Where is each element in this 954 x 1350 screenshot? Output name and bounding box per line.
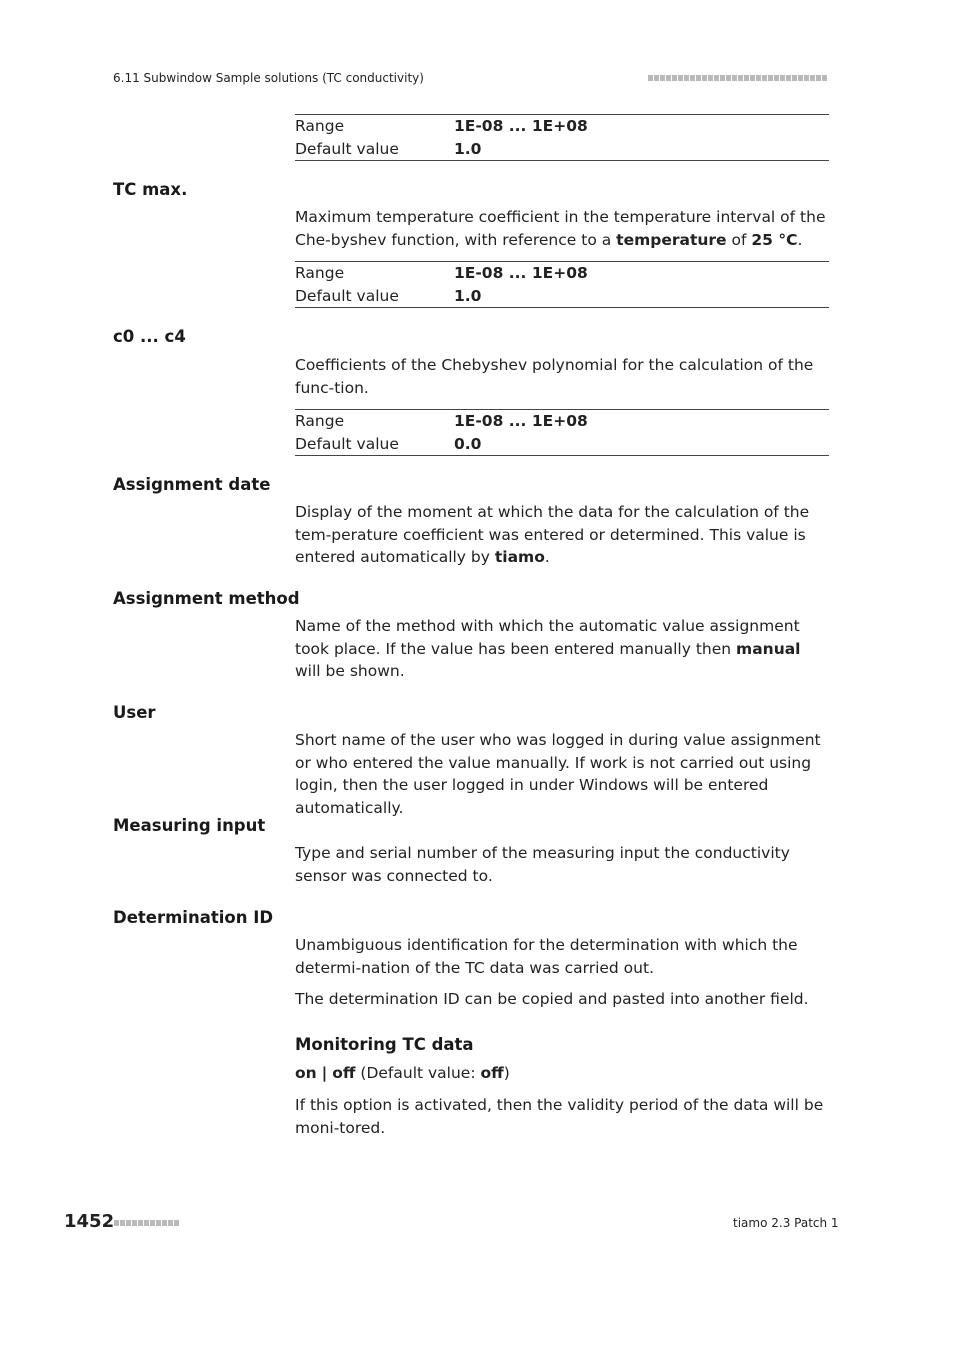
user-description: Short name of the user who was logged in during value assignment or who entered the value manually. If work is not carried out using login, then the user logged in under Windows will be entered automatically.	[295, 731, 821, 817]
tc-max-table: Range 1E-08 ... 1E+08 Default value 1.0	[295, 261, 829, 308]
assignment-method-description: Name of the method with which the automatic value assignment took place. If the value has been entered manually then manual will be shown.	[295, 617, 801, 680]
monitoring-description: If this option is activated, then the validity period of the data will be moni-tored.	[295, 1096, 824, 1137]
term-measuring-input: Measuring input	[113, 816, 266, 835]
term-tc-max: TC max.	[113, 180, 188, 199]
running-header: 6.11 Subwindow Sample solutions (TC conductivity)	[113, 71, 424, 85]
range-value: 1E-08 ... 1E+08	[454, 117, 588, 135]
footer-decoration	[114, 1220, 179, 1226]
term-assignment-date: Assignment date	[113, 475, 271, 494]
monitoring-options: on | off (Default value: off)	[295, 1064, 510, 1082]
measuring-input-description: Type and serial number of the measuring input the conductivity sensor was connected to.	[295, 844, 790, 885]
page-number: 1452	[64, 1211, 115, 1232]
c0-c4-table: Range 1E-08 ... 1E+08 Default value 0.0	[295, 409, 829, 456]
term-user: User	[113, 703, 156, 722]
determination-id-note: The determination ID can be copied and pasted into another field.	[295, 990, 809, 1008]
monitoring-title: Monitoring TC data	[295, 1035, 474, 1054]
default-value: 1.0	[454, 139, 482, 158]
top-parameter-table	[295, 114, 829, 161]
term-assignment-method: Assignment method	[113, 589, 300, 608]
assignment-date-description: Display of the moment at which the data for the calculation of the tem-perature coefficient was entered or determined. This value is entered automatically by tiamo.	[295, 503, 810, 566]
header-decoration	[648, 75, 827, 81]
determination-id-description: Unambiguous identification for the determination with which the determi-nation of the TC data was carried out.	[295, 936, 798, 977]
c0-c4-description: Coefficients of the Chebyshev polynomial for the calculation of the func-tion.	[295, 356, 814, 397]
range-label: Range	[295, 117, 345, 135]
product-name: tiamo 2.3 Patch 1	[733, 1216, 839, 1230]
tc-max-description: Maximum temperature coefficient in the temperature interval of the Che-byshev function, with reference to a temperature of 25 °C.	[295, 208, 826, 249]
term-determination-id: Determination ID	[113, 908, 274, 927]
term-c0-c4: c0 ... c4	[113, 327, 186, 346]
default-label: Default value	[295, 139, 399, 158]
